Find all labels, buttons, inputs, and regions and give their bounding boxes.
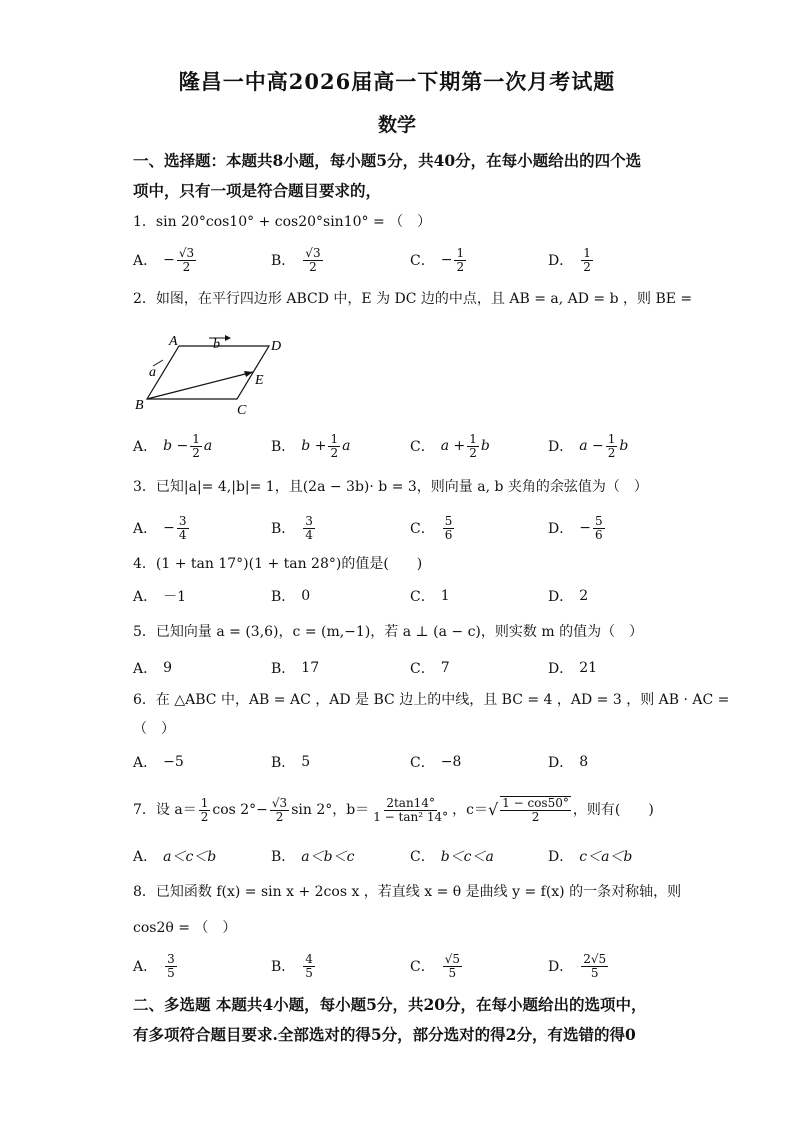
q2-option-a: A． b − $\frac{1}{2}$ a [133,431,213,460]
label-B: B [135,398,144,413]
q2-option-d: D． a − $\frac{1}{2}$ b [548,431,629,460]
label-b: b [213,337,220,352]
q6-option-c: C． −8 [410,754,462,771]
q8-stem: 8．已知函数 f(x) = sin x + 2cos x ，若直线 x = θ 是曲线 y = f(x) 的一条对称轴，则 [133,884,682,900]
section1-line2: 项中，只有一项是符合题目要求的， [133,181,382,200]
q5-option-a: A． 9 [133,660,173,677]
q3-option-a: A． − $\frac{3}{4}$ [133,513,187,542]
label-A: A [169,334,178,349]
vector-b-head [225,335,231,341]
section2-line2: 有多项符合题目要求.全部选对的得5分，部分选对的得2分，有选错的得0 [133,1025,636,1044]
q1-option-a: A． − $\frac{√3}{2}$ [133,245,195,274]
segment-be [147,372,253,399]
fraction: $\frac{√3}{2}$ [178,245,195,274]
q5-option-b: B． 17 [271,660,320,677]
q4-option-c: C． 1 [410,588,450,605]
fraction: $\frac{1}{2}$ [456,245,465,274]
q2-option-c: C． a + $\frac{1}{2}$ b [410,431,490,460]
q7-option-b: B． a＜b＜c [271,849,355,865]
q5-option-c: C． 7 [410,660,450,677]
q7-options [133,842,663,870]
subject-title: 数学 [377,114,416,136]
label-E: E [255,373,264,388]
label-a: a [149,365,156,380]
q4-option-d: D． 2 [548,588,589,605]
q8-stem-line2: cos2θ = （ ） [133,920,237,936]
q7-stem: 7．设 a＝ $\frac{1}{2}$ cos 2°− $\frac{√3}{2}$ sin 2°，b＝ $\frac{2\tan 14^\circ}{\text{1 − tan² 14°}}$ ，c＝ √ $\frac{1 - \cos 50^\circ}{2}$ ，则有( ) [133,795,654,824]
q4-stem: 4．(1 + tan 17°)(1 + tan 28°)的值是( ) [133,556,423,572]
q3-option-b: B． $\frac{3}{4}$ [271,513,313,542]
q8-options [133,952,663,980]
q8-option-c: C． $\frac{√5}{5}$ [410,951,460,980]
q6-option-b: B． 5 [271,754,311,771]
q6-option-a: A． −5 [133,754,184,771]
q1-option-c: C． − $\frac{1}{2}$ [410,245,465,274]
q7-option-d: D． c＜a＜b [548,849,633,865]
section2-line1: 二、多选题 本题共4小题，每小题5分，共20分，在每小题给出的选项中， [133,995,647,1014]
parallelogram-diagram [133,326,293,418]
q5-option-d: D． 21 [548,660,598,677]
q3-option-d: D． − $\frac{5}{6}$ [548,513,603,542]
q2-options [133,432,663,460]
q8-option-a: A． $\frac{3}{5}$ [133,951,175,980]
q1-stem: 1．sin 20°cos10° + cos20°sin10° = （ ） [133,214,432,230]
q5-options [133,654,663,682]
q2-stem: 2．如图，在平行四边形 ABCD 中，E 为 DC 边的中点，且 AB = a, AD = b ，则 BE = [133,291,693,307]
q6-options [133,748,663,776]
label-D: D [271,339,282,354]
q1-options [133,246,663,274]
q4-option-b: B． 0 [271,588,311,605]
q7-option-c: C． b＜c＜a [410,849,494,865]
q8-option-d: D． $\frac{2√5}{5}$ [548,951,607,980]
q2-option-b: B． b + $\frac{1}{2}$ a [271,431,351,460]
section1-line1: 一、选择题：本题共8小题，每小题5分，共40分，在每小题给出的四个选 [133,151,642,170]
q4-option-a: A． －1 [133,589,187,605]
q7-option-a: A． a＜c＜b [133,849,217,865]
q3-options [133,514,663,542]
q3-option-c: C． $\frac{5}{6}$ [410,513,453,542]
q1-option-d: D． $\frac{1}{2}$ [548,245,591,274]
q6-option-d: D． 8 [548,754,589,771]
q6-stem: 6．在 △ABC 中，AB = AC ，AD 是 BC 边上的中线，且 BC = 4 ，AD = 3 ，则 AB · AC = [133,692,730,708]
q5-stem: 5．已知向量 a = (3,6)，c = (m,−1)，若 a ⊥ (a − c)，则实数 m 的值为（ ） [133,624,644,640]
q1-option-b: B． $\frac{√3}{2}$ [271,245,321,274]
fraction: $\frac{√3}{2}$ [305,245,321,274]
fraction: $\frac{1}{2}$ [583,245,591,274]
q4-options [133,582,663,610]
label-C: C [237,403,247,418]
q6-stem-line2: （ ） [133,721,175,737]
q3-stem: 3．已知|a|= 4,|b|= 1，且(2a − 3b)· b = 3，则向量 a, b 夹角的余弦值为（ ） [133,479,648,495]
q8-option-b: B． $\frac{4}{5}$ [271,951,313,980]
page-title: 隆昌一中高2026届高一下期第一次月考试题 [178,69,616,94]
